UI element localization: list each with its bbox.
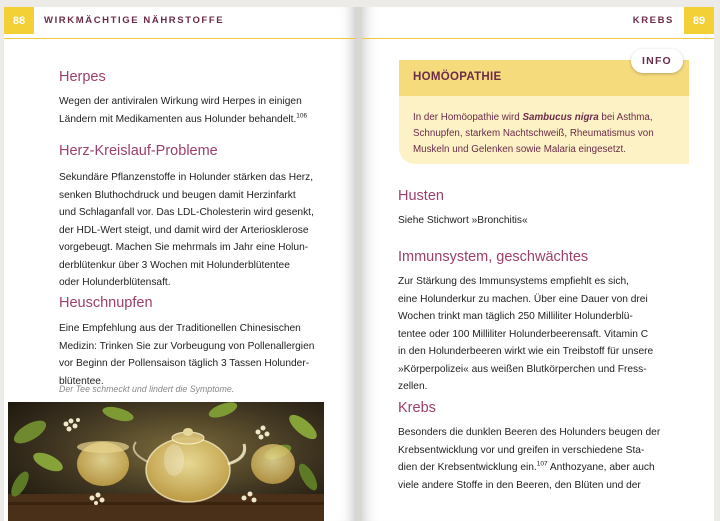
text-line: »Körperpolizei« aus weißen Blutkörperchen und Fress- <box>398 363 647 375</box>
latin-name: Sambucus nigra <box>522 112 599 123</box>
header-rule-left <box>4 38 356 39</box>
text-line: der HDL-Wert steigt, und damit wird der Arteriosklerose <box>59 224 309 236</box>
info-box-title: HOMÖOPATHIE <box>413 71 502 83</box>
text-fragment: Ländern mit Medikamenten aus Holunder behandelt. <box>59 113 297 125</box>
text-line: Wegen der antiviralen Wirkung wird Herpes in einigen <box>59 96 302 107</box>
info-tag: INFO <box>631 49 683 73</box>
heading-herpes: Herpes <box>59 69 106 85</box>
text-line <box>398 459 678 477</box>
text-line: und Schlaganfall vor. Das LDL-Cholesterin wird gesenkt, <box>59 207 314 218</box>
paragraph-krebs <box>398 424 678 494</box>
text-fragment: bei Asthma, <box>598 112 653 123</box>
text-line: Eine Empfehlung aus der Traditionellen Chinesischen <box>59 323 301 334</box>
right-page <box>362 7 714 521</box>
paragraph-husten <box>398 212 678 230</box>
text-line: eine Holunderkur zu machen. Über eine Dauer von drei <box>398 293 648 305</box>
text-line: blütentee. <box>59 375 104 387</box>
text-line: Krebsentwicklung vor und greifen in verschiedene Sta- <box>398 444 645 456</box>
text-line: Sekundäre Pflanzenstoffe in Holunder stärken das Herz, <box>59 172 314 183</box>
heading-immunsystem: Immunsystem, geschwächtes <box>398 249 589 265</box>
text-line: in den Holunderbeeren wirkt wie ein Treibstoff für unsere <box>398 346 654 357</box>
right-page-header <box>623 7 714 34</box>
text-line: viele andere Stoffe in den Beeren, den Blüten und der <box>398 479 641 491</box>
info-box-homoeopathie <box>399 55 689 164</box>
text-line: senken Bluthochdruck und beugen damit Herzinfarkt <box>59 189 296 201</box>
page-number-left: 88 <box>4 7 34 34</box>
paragraph-herpes <box>59 93 329 128</box>
heading-herz-kreislauf: Herz-Kreislauf-Probleme <box>59 143 218 159</box>
text-fragment: In der Homöopathie wird <box>413 112 523 123</box>
text-line: Besonders die dunklen Beeren des Holunders beugen der <box>398 427 661 438</box>
text-line: tentee oder 100 Milliliter Holunderbeerensaft. Vitamin C <box>398 328 649 340</box>
page-number-right: 89 <box>684 7 714 34</box>
running-title-left: WIRKMÄCHTIGE NÄHRSTOFFE <box>44 15 225 26</box>
info-box-text <box>413 110 675 158</box>
text-line: vor Beginn der Pollensaison täglich 3 Tassen Holunder- <box>59 358 310 369</box>
text-line: Siehe Stichwort »Bronchitis« <box>398 215 528 226</box>
text-fragment: dien der Krebsentwicklung ein. <box>398 462 537 473</box>
heading-krebs: Krebs <box>398 400 436 416</box>
paragraph-immunsystem <box>398 273 678 396</box>
text-line: Zur Stärkung des Immunsystems empfiehlt es sich, <box>398 276 629 287</box>
text-line: vorgebeugt. Machen Sie mehrmals im Jahr eine Holun- <box>59 242 309 253</box>
tea-photo-illustration <box>8 402 324 521</box>
text-line <box>59 111 329 129</box>
text-fragment: Anthozyane, aber auch <box>547 462 655 473</box>
text-line: Muskeln und Gelenken sowie Malaria eingesetzt. <box>413 144 626 155</box>
paragraph-herz-kreislauf <box>59 169 329 292</box>
text-line: oder Holunderblütensaft. <box>59 277 171 288</box>
header-rule-right <box>362 38 714 39</box>
text-line: Medizin: Trinken Sie zur Vorbeugung von Pollenallergien <box>59 340 315 352</box>
paragraph-heuschnupfen <box>59 320 329 390</box>
footnote-ref: 106 <box>296 112 308 120</box>
footnote-ref: 107 <box>536 460 548 468</box>
text-line <box>413 110 675 126</box>
text-line: derblütenkur über 3 Wochen mit Holunderblütentee <box>59 259 290 271</box>
photo-caption: Der Tee schmeckt und lindert die Symptome. <box>59 384 235 394</box>
left-page-header <box>4 7 234 34</box>
left-page <box>4 7 356 521</box>
heading-husten: Husten <box>398 188 444 204</box>
heading-heuschnupfen: Heuschnupfen <box>59 295 153 311</box>
text-line: Wochen trinkt man täglich 250 Milliliter Holunderblü- <box>398 311 633 322</box>
text-line: Schnupfen, starkem Nachtschweiß, Rheumatismus von <box>413 128 654 139</box>
text-line: zellen. <box>398 381 428 392</box>
running-title-right: KREBS <box>632 15 674 26</box>
tea-photo <box>8 402 324 521</box>
